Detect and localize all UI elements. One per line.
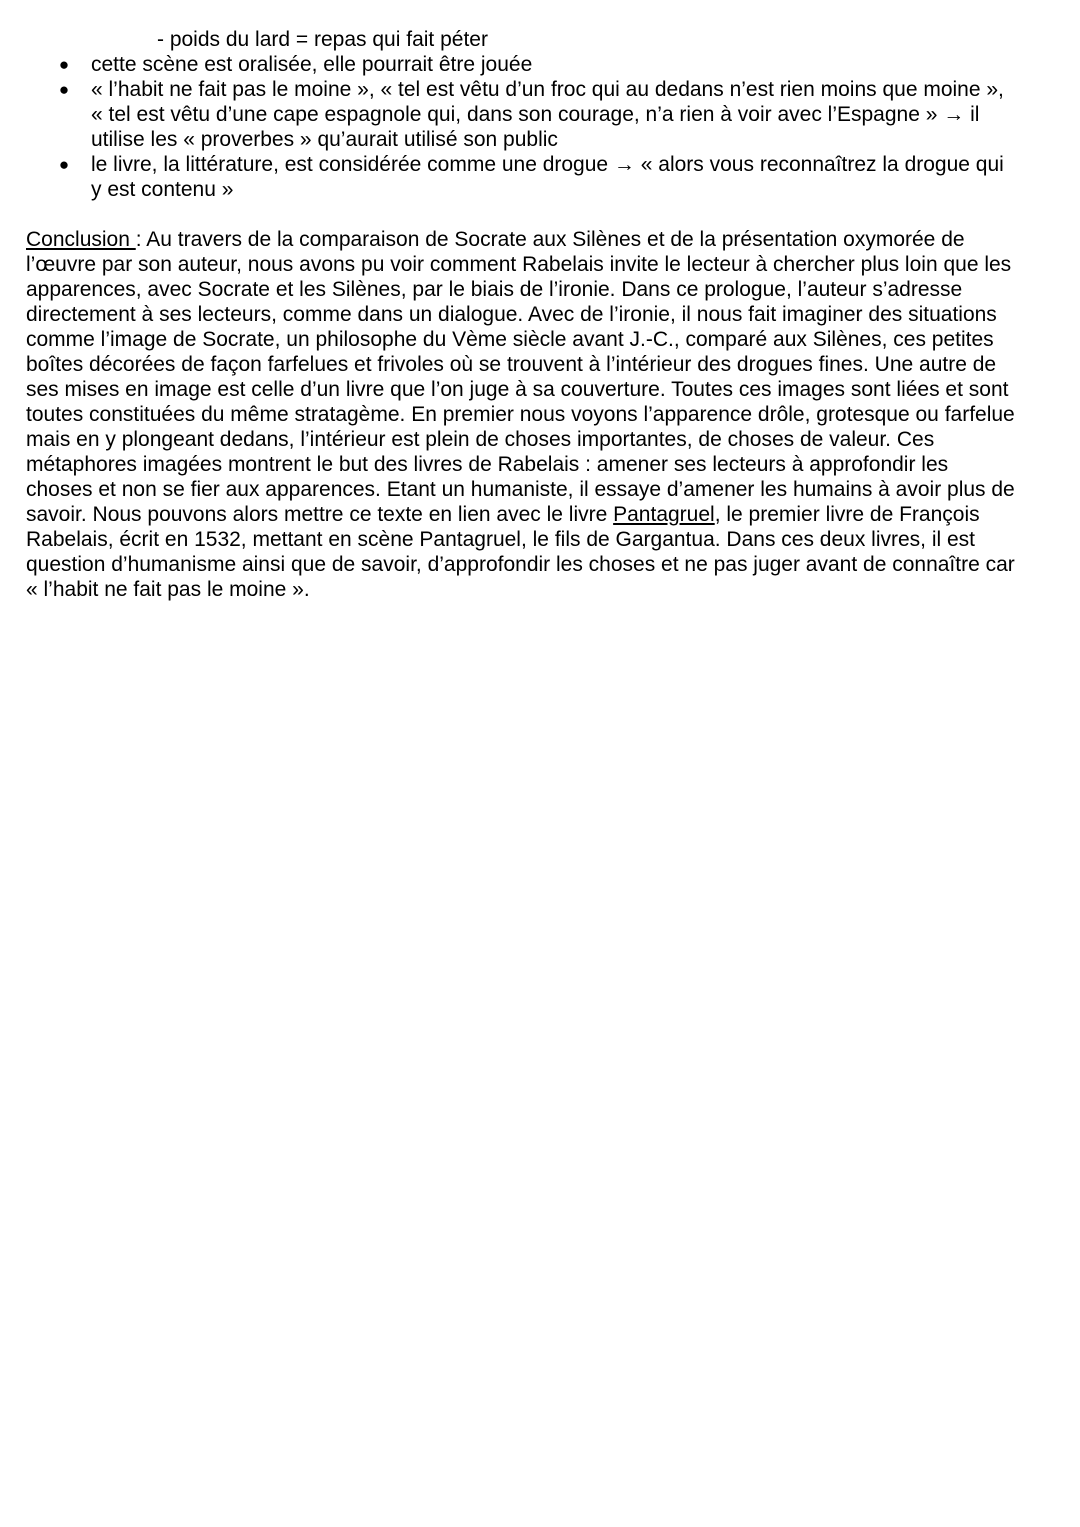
conclusion-line: l’œuvre par son auteur, nous avons pu voir comment Rabelais invite le lecteur à chercher plus loin que les <box>26 253 1012 276</box>
conclusion-line: toutes constituées du même stratagème. En premier nous voyons l’apparence drôle, grotesque ou farfelue <box>26 403 1015 426</box>
bullet-item <box>0 152 1051 202</box>
conclusion-line: comme l’image de Socrate, un philosophe du Vème siècle avant J.-C., comparé aux Silènes, ces petites <box>26 328 994 351</box>
conclusion-line: choses et non se fier aux apparences. Etant un humaniste, il essaye d’amener les humains à avoir plus de <box>26 478 1015 501</box>
conclusion-line: apparences, avec Socrate et les Silènes, par le biais de l’ironie. Dans ce prologue, l’auteur s’adresse <box>26 278 963 301</box>
conclusion-line: ses mises en image est celle d’un livre que l’on juge à sa couverture. Toutes ces images sont liées et sont <box>26 378 1009 401</box>
bullet-text: y est contenu » <box>91 178 234 201</box>
sub-item-line: - poids du lard = repas qui fait péter <box>157 28 488 51</box>
bullet-item <box>0 77 1051 152</box>
conclusion-text: , le premier livre de François <box>714 503 980 526</box>
conclusion-line: boîtes décorées de façon farfelues et frivoles où se trouvent à l’intérieur des drogues fines. Une autre de <box>26 353 997 376</box>
conclusion-line: directement à ses lecteurs, comme dans un dialogue. Avec de l’ironie, il nous fait imaginer des situations <box>26 303 997 326</box>
bullet-text: « l’habit ne fait pas le moine », « tel est vêtu d’un froc qui au dedans n’est rien moins que moine », <box>91 78 1004 101</box>
conclusion-line <box>26 502 1056 527</box>
bullet-text: cette scène est oralisée, elle pourrait être jouée <box>91 53 533 76</box>
bullet-text: « tel est vêtu d’une cape espagnole qui, dans son courage, n’a rien à voir avec l’Espagne » → il <box>91 103 980 126</box>
conclusion-line: mais en y plongeant dedans, l’intérieur est plein de choses importantes, de choses de valeur. Ces <box>26 428 935 451</box>
book-title: Pantagruel <box>613 503 715 526</box>
conclusion-line: Rabelais, écrit en 1532, mettant en scène Pantagruel, le fils de Gargantua. Dans ces deux livres, il est <box>26 528 976 551</box>
conclusion-line: « l’habit ne fait pas le moine ». <box>26 578 310 601</box>
bullet-item <box>0 52 1051 77</box>
conclusion-paragraph <box>26 227 1056 602</box>
bullet-text: le livre, la littérature, est considérée comme une drogue → « alors vous reconnaîtrez la drogue qui <box>91 153 1004 176</box>
bullet-dot-icon: ● <box>58 80 70 99</box>
bullet-list <box>0 52 1080 202</box>
conclusion-line: question d’humanisme ainsi que de savoir, d’approfondir les choses et ne pas juger avant de connaître car <box>26 553 1015 576</box>
conclusion-text: : Au travers de la comparaison de Socrate aux Silènes et de la présentation oxymorée de <box>135 228 965 251</box>
bullet-text: utilise les « proverbes » qu’aurait utilisé son public <box>91 128 558 151</box>
conclusion-line <box>26 227 1056 252</box>
bullet-dot-icon: ● <box>58 55 70 74</box>
conclusion-line: métaphores imagées montrent le but des livres de Rabelais : amener ses lecteurs à approfondir les <box>26 453 949 476</box>
conclusion-text: savoir. Nous pouvons alors mettre ce texte en lien avec le livre <box>26 503 614 526</box>
bullet-dot-icon: ● <box>58 155 70 174</box>
conclusion-heading: Conclusion <box>26 228 136 251</box>
